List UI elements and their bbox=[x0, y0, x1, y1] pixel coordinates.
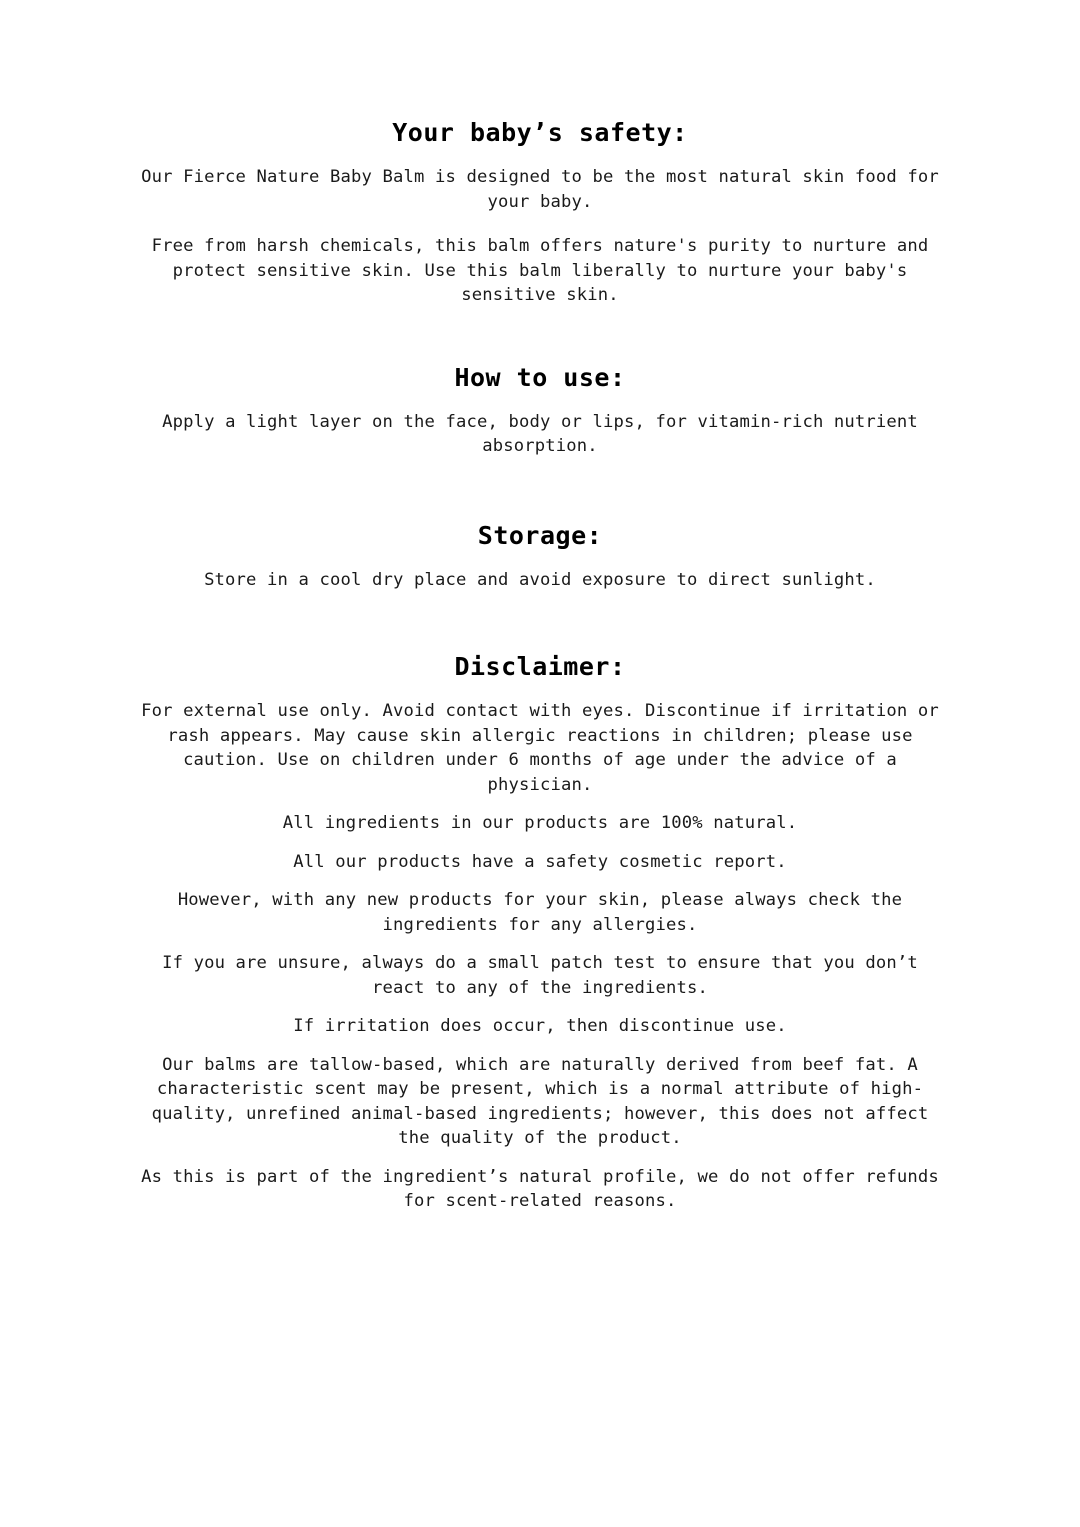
paragraph-disclaimer-irritation: If irritation does occur, then discontinue use. bbox=[293, 1016, 787, 1036]
paragraph-safety-free-from-chemicals: Free from harsh chemicals, this balm offers nature's purity to nurture and protect sensitive skin. Use this balm liberally to nurture your baby's sensitive skin. bbox=[151, 236, 929, 305]
paragraph-disclaimer-tallow-scent: Our balms are tallow-based, which are naturally derived from beef fat. A characteristic scent may be present, which is a normal attribute of high-quality, unrefined animal-based ingredients; however, this does not affect the quality of the product. bbox=[151, 1054, 929, 1148]
paragraph-storage-instructions: Store in a cool dry place and avoid exposure to direct sunlight. bbox=[204, 569, 876, 590]
document-body bbox=[135, 118, 945, 1514]
section-storage bbox=[135, 521, 945, 593]
paragraph-disclaimer-refund-policy: As this is part of the ingredient’s natural profile, we do not offer refunds for scent-related reasons. bbox=[141, 1166, 939, 1211]
section-heading-safety: Your baby’s safety: bbox=[392, 118, 688, 147]
paragraph-disclaimer-external-use: For external use only. Avoid contact with eyes. Discontinue if irritation or rash appears. May cause skin allergic reactions in children; please use caution. Use on children under 6 months of age under the advice of a physician. bbox=[141, 701, 939, 795]
section-heading-how-to-use: How to use: bbox=[454, 362, 626, 392]
section-heading-disclaimer: Disclaimer: bbox=[454, 652, 626, 681]
section-heading-storage: Storage: bbox=[477, 520, 603, 550]
paragraph-disclaimer-patch-test: If you are unsure, always do a small patch test to ensure that you don’t react to any of the ingredients. bbox=[162, 953, 918, 998]
paragraph-how-to-use-instructions: Apply a light layer on the face, body or lips, for vitamin-rich nutrient absorption. bbox=[162, 411, 918, 456]
paragraph-disclaimer-natural-ingredients: All ingredients in our products are 100% natural. bbox=[282, 813, 798, 833]
paragraph-disclaimer-safety-report: All our products have a safety cosmetic report. bbox=[293, 851, 787, 872]
section-how-to-use bbox=[135, 363, 945, 459]
paragraph-safety-intro: Our Fierce Nature Baby Balm is designed to be the most natural skin food for your baby. bbox=[141, 167, 939, 212]
section-disclaimer bbox=[135, 652, 945, 1214]
section-your-babys-safety bbox=[135, 118, 945, 308]
page-bottom-whitespace bbox=[135, 1214, 945, 1514]
paragraph-disclaimer-check-allergies: However, with any new products for your skin, please always check the ingredients for any allergies. bbox=[177, 890, 903, 935]
